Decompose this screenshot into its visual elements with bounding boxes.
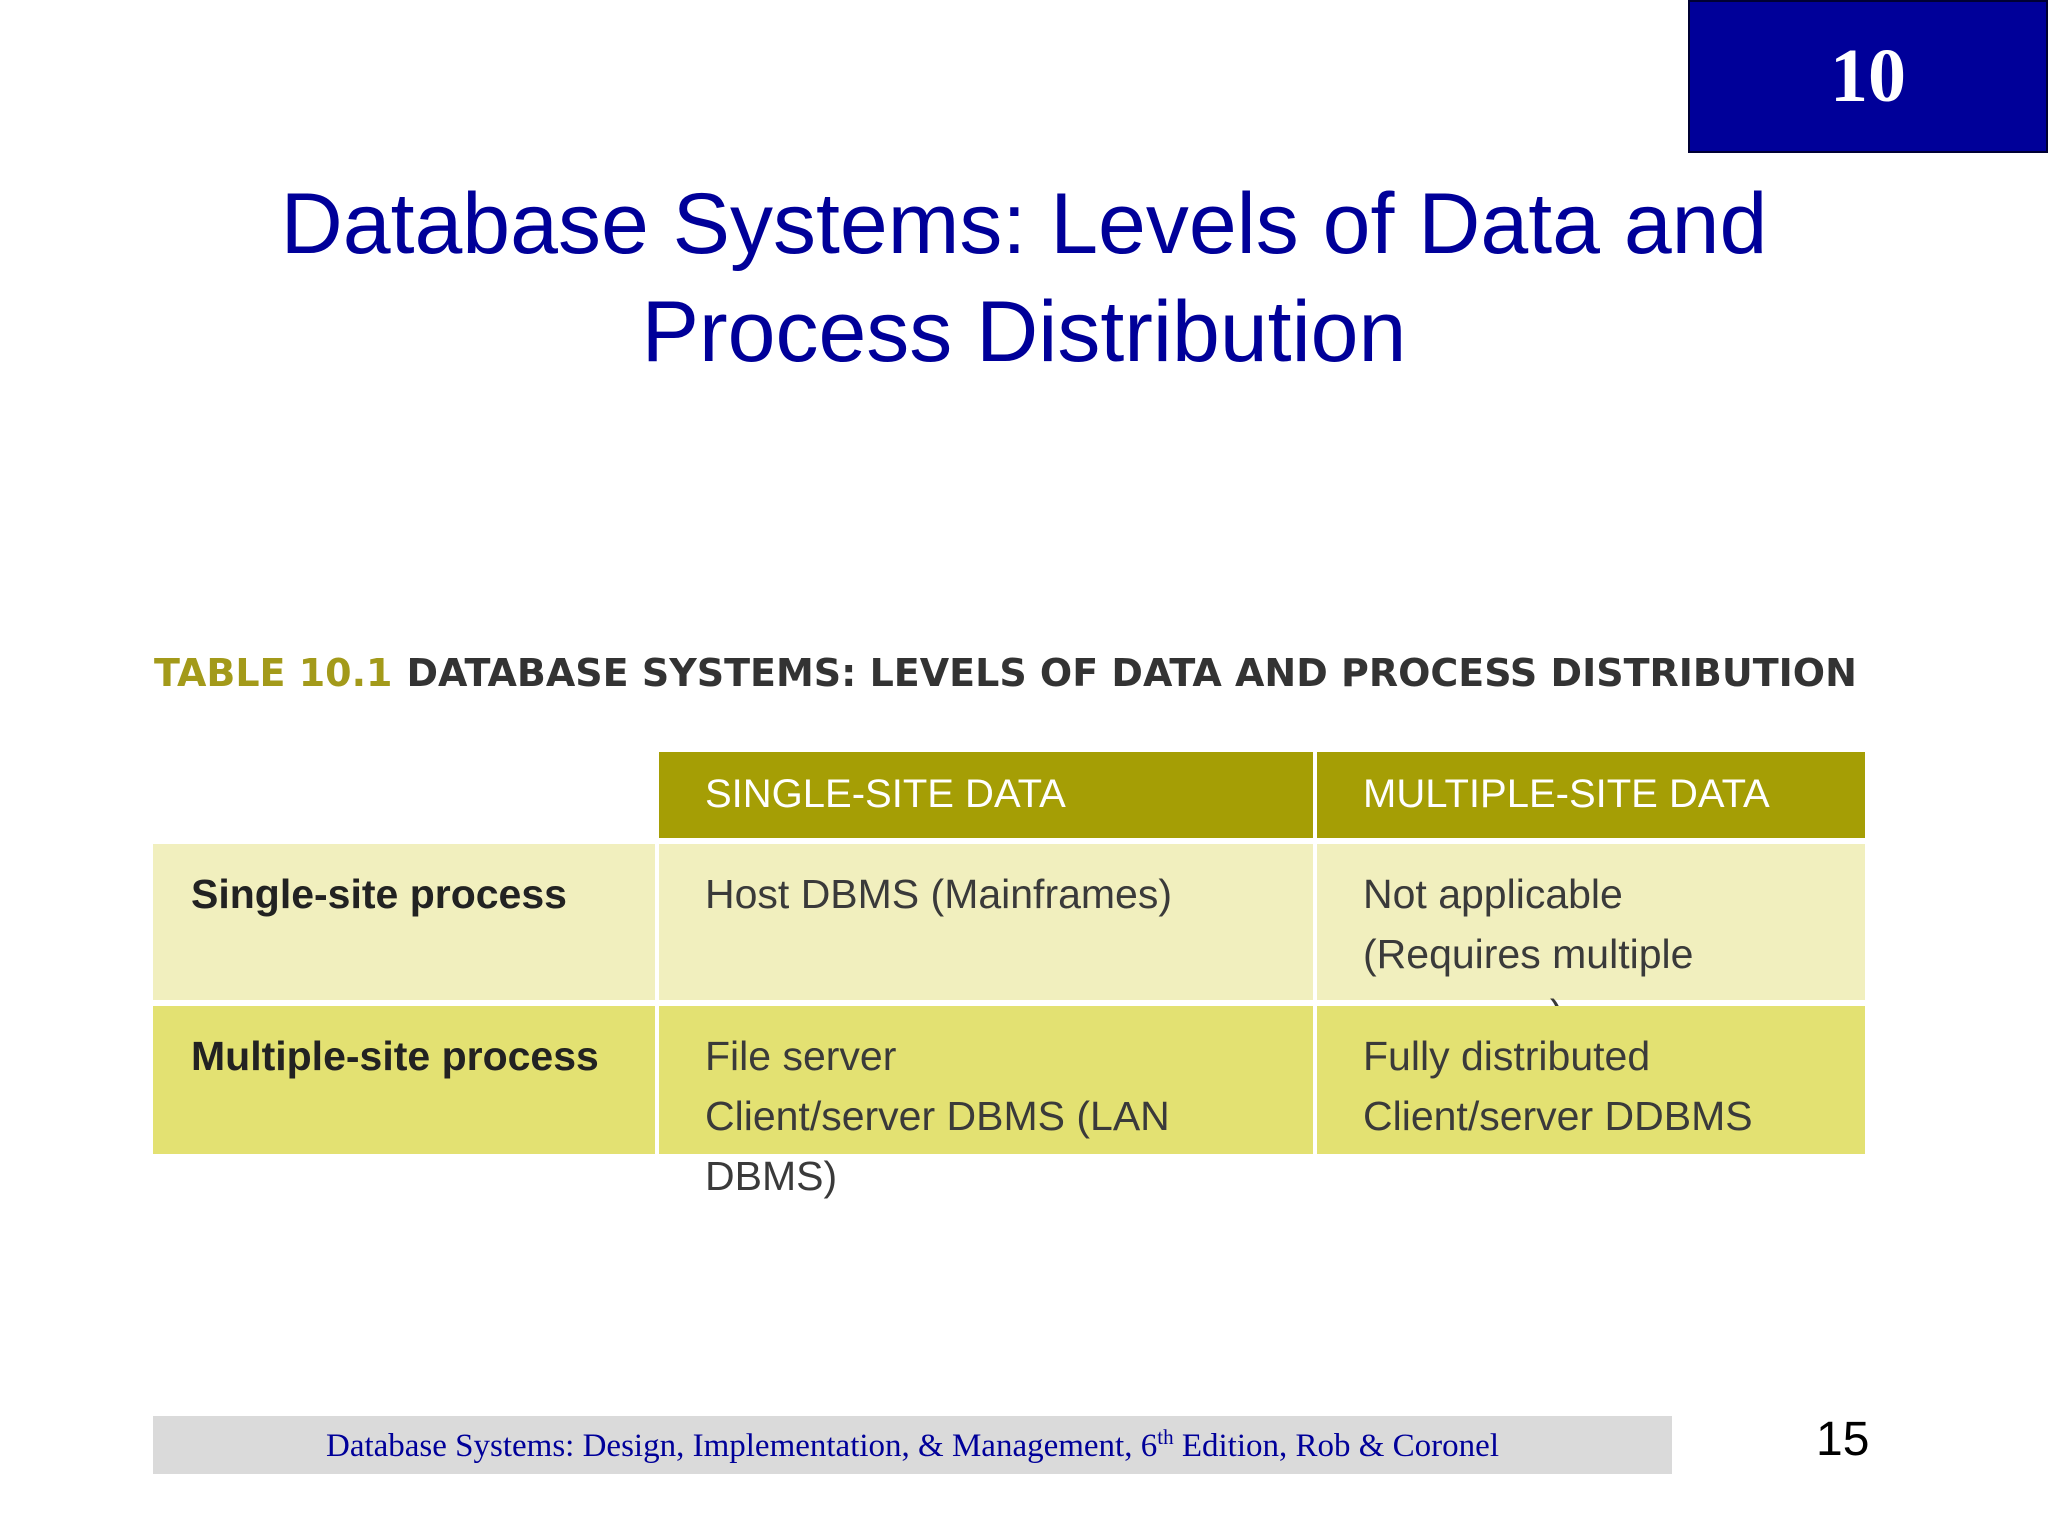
footer-bar xyxy=(153,1416,1672,1474)
row-header-multiple-site-process: Multiple-site process xyxy=(153,1006,655,1154)
cell-line: Fully distributed xyxy=(1363,1033,1651,1079)
slide-title-line-1: Database Systems: Levels of Data and xyxy=(280,176,1768,272)
cell-line: File server xyxy=(705,1033,897,1079)
table-caption-number: TABLE 10.1 xyxy=(154,651,393,695)
table-corner-cell xyxy=(153,752,655,838)
cell-line: Host DBMS (Mainframes) xyxy=(705,871,1173,917)
cell-line: (Requires multiple xyxy=(1363,931,1694,977)
cell-line: Not applicable xyxy=(1363,871,1623,917)
footer-citation xyxy=(326,1425,1499,1465)
cell-multiple-process-single-data xyxy=(659,1006,1313,1199)
cell-line: Client/server DBMS (LAN DBMS) xyxy=(705,1093,1170,1199)
table-caption xyxy=(154,648,1857,698)
slide-title xyxy=(140,170,1908,386)
column-header-multiple-site-data: MULTIPLE-SITE DATA xyxy=(1317,752,1865,838)
footer-text-end: Edition, Rob & Coronel xyxy=(1173,1428,1499,1464)
chapter-badge xyxy=(1688,0,2048,153)
cell-multiple-process-multiple-data xyxy=(1317,1006,1865,1154)
footer-text-start: Database Systems: Design, Implementation, & Management, 6 xyxy=(325,1428,1158,1464)
chapter-number: 10 xyxy=(1830,34,1906,118)
cell-single-process-single-data xyxy=(659,844,1313,1000)
cell-line: Client/server DDBMS xyxy=(1363,1093,1753,1139)
table-caption-title: DATABASE SYSTEMS: LEVELS OF DATA AND PROCESS DISTRIBUTION xyxy=(406,651,1857,695)
row-header-single-site-process: Single-site process xyxy=(153,844,655,1000)
page-number: 15 xyxy=(1816,1413,1870,1466)
slide-title-line-2: Process Distribution xyxy=(641,284,1407,380)
distribution-table xyxy=(153,752,1861,1199)
cell-single-process-multiple-data xyxy=(1317,844,1865,1000)
footer-superscript: th xyxy=(1157,1425,1174,1449)
column-header-single-site-data: SINGLE-SITE DATA xyxy=(659,752,1313,838)
